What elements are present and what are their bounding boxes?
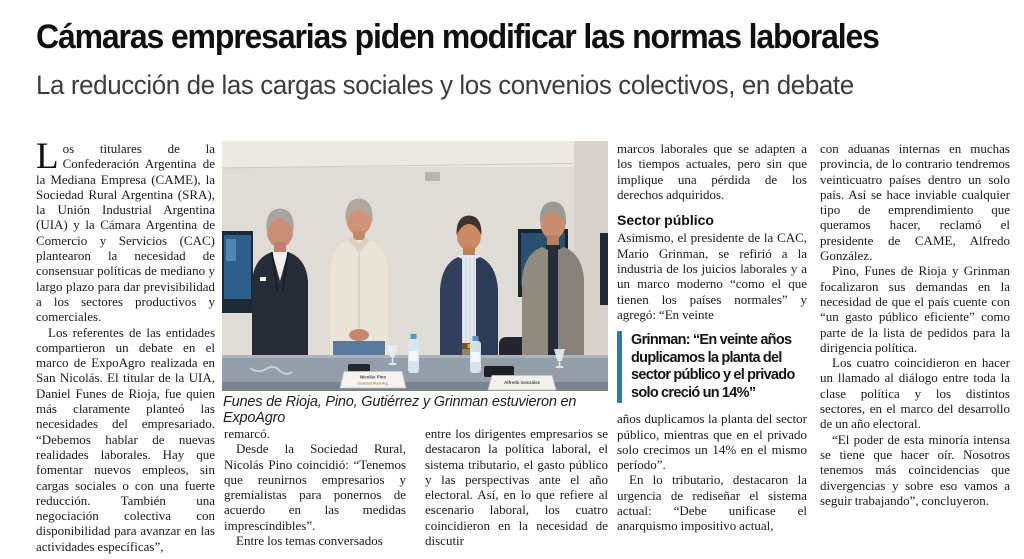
- article-paragraph: Pino, Funes de Rioja y Grinman focalizaron sus demandas en la necesidad de que el país cuente con “un gasto público eficiente” como parte de la lista de pedidos para la dirigencia política.: [820, 263, 1010, 355]
- photo-caption: Funes de Rioja, Pino, Gutiérrez y Grinman estuvieron en ExpoAgro: [223, 394, 577, 426]
- text-column-2: [224, 426, 406, 548]
- text-column-1: [36, 136, 215, 554]
- lead-paragraph: [36, 136, 215, 325]
- article-paragraph: con aduanas internas en muchas provincia, de lo contrario tendremos veinticuatro países dentro un solo país. Así se hace inviable cualquier tipo de emprendimiento que queramos hacer, reclamó el presidente de CAME, Alfredo González.: [820, 141, 1010, 264]
- article-paragraph: remarcó.: [224, 426, 270, 441]
- text-column-3: [425, 426, 608, 548]
- nameplate-left-name: Nicolás Pino: [359, 374, 387, 380]
- nameplate-left: [340, 372, 406, 389]
- article-paragraph: En lo tributario, destacaron la urgencia de rediseñar el sistema actual: “Debe unificase el anarquismo impositivo actual,: [617, 472, 807, 534]
- article-photo: [222, 141, 608, 391]
- paragraph-text: os titulares de la Confederación Argentina de la Mediana Empresa (CAME), la Sociedad Rural Argentina (SRA), la Unión Industrial Argentina (UIA) y la Cámara Argentina de Comercio y Servicios (CAC) plantearon la necesidad de consensuar políticas de mediano y largo plazo para dar previsibilidad a los sectores productivos y comerciales.: [36, 141, 215, 325]
- nameplate-left-org: Sociedad Rural Arg.: [357, 381, 389, 386]
- text-column-5: [820, 141, 1010, 508]
- text-column-4: [617, 141, 807, 534]
- section-heading: Sector público: [617, 212, 714, 229]
- article-paragraph: Los referentes de las entidades compartieron un debate en el marco de ExpoAgro realizada en San Nicolás. El titular de la UIA, Daniel Funes de Rioja, fue quien más claramente planteó las necesidades del empresariado. “Debemos hablar de nuevas realidades laborales. Hay que fomentar nuevos empleos, sin cargas sociales o con una fuerte reducción. También una negociación colectiva con disponibilidad para avanzar en las actividades específicas”,: [36, 324, 215, 554]
- article-paragraph: Desde la Sociedad Rural, Nicolás Pino coincidió: “Tenemos que reunirnos empresarios y gremialistas para ponernos de acuerdo en las medidas imprescindibles”.: [224, 441, 406, 533]
- article-paragraph: “El poder de esta minoría intensa se tiene que hacer oír. Nosotros tenemos más coincidencias que divergencias y sobre eso vamos a seguir trabajando”, concluyeron.: [820, 431, 1010, 508]
- photo-illustration: [222, 141, 608, 391]
- nameplate-right-name: Alfredo González: [504, 380, 540, 385]
- article-headline: Cámaras empresarias piden modificar las normas laborales: [36, 18, 879, 56]
- nameplate-right: [488, 376, 556, 391]
- article-paragraph: Entre los temas conversados: [236, 533, 383, 549]
- tv-screen-left: [222, 231, 253, 313]
- pull-quote: Grinman: “En veinte años duplicamos la planta del sector público y el privado solo creció un 14%”: [617, 331, 807, 403]
- water-bottle: [408, 334, 419, 373]
- article-paragraph: Asimismo, el presidente de la CAC, Mario Grinman, se refirió a la industria de los juicios laborales y a un marco moderno “como el que tienen los países normales” y agregó: “En veinte: [617, 230, 807, 322]
- article-paragraph: entre los dirigentes empresarios se destacaron la política laboral, el sistema tributario, el gasto público y las perspectivas ante el año electoral. Así, en lo que refiere al escenario laboral, los cuatro coincidieron en la necesidad de discutir: [425, 426, 608, 549]
- article-paragraph: Los cuatro coincidieron en hacer un llamado al diálogo entre toda la clase política y los distintos sectores, en el marco del desarrollo de un año electoral.: [820, 355, 1010, 432]
- article-paragraph: años duplicamos la planta del sector público, mientras que en el privado solo crecimos un 14% en el mismo período”.: [617, 411, 807, 473]
- water-bottle-2: [470, 336, 481, 373]
- drop-cap: L: [36, 136, 59, 177]
- article-paragraph: marcos laborales que se adapten a los tiempos actuales, pero sin que implique una pérdida de los derechos adquiridos.: [617, 141, 807, 202]
- article-subheadline: La reducción de las cargas sociales y los convenios colectivos, en debate: [36, 70, 854, 100]
